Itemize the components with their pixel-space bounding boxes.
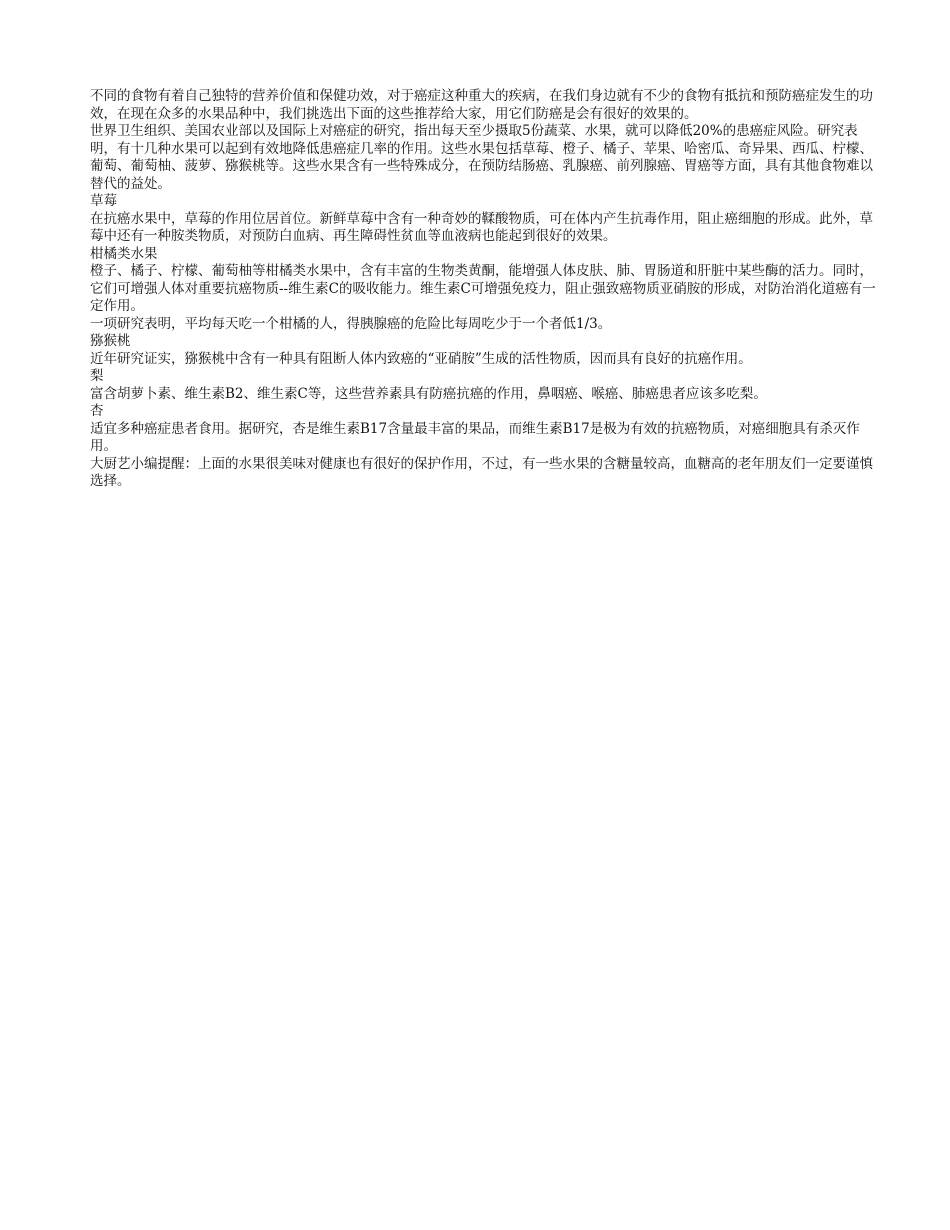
closing-reminder-paragraph: 大厨艺小编提醒：上面的水果很美味对健康也有很好的保护作用，不过，有一些水果的含糖量较高，血糖高的老年朋友们一定要谨慎选择。: [90, 455, 873, 489]
intro-paragraph: 不同的食物有着自己独特的营养价值和保健功效，对于癌症这种重大的疾病，在我们身边就有不少的食物有抵抗和预防癌症发生的功效，在现在众多的水果品种中，我们挑选出下面的这些推荐给大家，用它们防癌是会有很好的效果的。: [90, 88, 873, 122]
research-paragraph: 世界卫生组织、美国农业部以及国际上对癌症的研究，指出每天至少摄取5份蔬菜、水果，就可以降低20%的患癌症风险。研究表明，有十几种水果可以起到有效地降低患癌症几率的作用。这些水果包括草莓、橙子、橘子、苹果、哈密瓜、奇异果、西瓜、柠檬、葡萄、葡萄柚、菠萝、猕猴桃等。这些水果含有一些特殊成分，在预防结肠癌、乳腺癌、前列腺癌、胃癌等方面，具有其他食物难以替代的益处。: [90, 123, 873, 192]
heading-apricot: 杏: [90, 403, 104, 419]
citrus-paragraph: 橙子、橘子、柠檬、葡萄柚等柑橘类水果中，含有丰富的生物类黄酮，能增强人体皮肤、肺、胃肠道和肝脏中某些酶的活力。同时，它们可增强人体对重要抗癌物质--维生素C的吸收能力。维生素C可增强免疫力，阻止强致癌物质亚硝胺的形成，对防治消化道癌有一定作用。: [90, 263, 876, 314]
document-body: [90, 88, 880, 491]
citrus-study-paragraph: 一项研究表明，平均每天吃一个柑橘的人，得胰腺癌的危险比每周吃少于一个者低1/3。: [90, 315, 612, 332]
heading-citrus: 柑橘类水果: [90, 245, 158, 262]
strawberry-paragraph: 在抗癌水果中，草莓的作用位居首位。新鲜草莓中含有一种奇妙的鞣酸物质，可在体内产生抗毒作用，阻止癌细胞的形成。此外，草莓中还有一种胺类物质，对预防白血病、再生障碍性贫血等血液病也能起到很好的效果。: [90, 210, 873, 244]
heading-kiwi: 猕猴桃: [90, 333, 131, 349]
heading-strawberry: 草莓: [90, 193, 117, 209]
apricot-paragraph: 适宜多种癌症患者食用。据研究，杏是维生素B17含量最丰富的果品，而维生素B17是极为有效的抗癌物质，对癌细胞具有杀灭作用。: [90, 420, 860, 454]
pear-paragraph: 富含胡萝卜素、维生素B2、维生素C等，这些营养素具有防癌抗癌的作用，鼻咽癌、喉癌、肺癌患者应该多吃梨。: [90, 385, 767, 402]
heading-pear: 梨: [90, 368, 104, 384]
kiwi-paragraph: 近年研究证实，猕猴桃中含有一种具有阻断人体内致癌的“亚硝胺”生成的活性物质，因而具有良好的抗癌作用。: [90, 350, 752, 367]
